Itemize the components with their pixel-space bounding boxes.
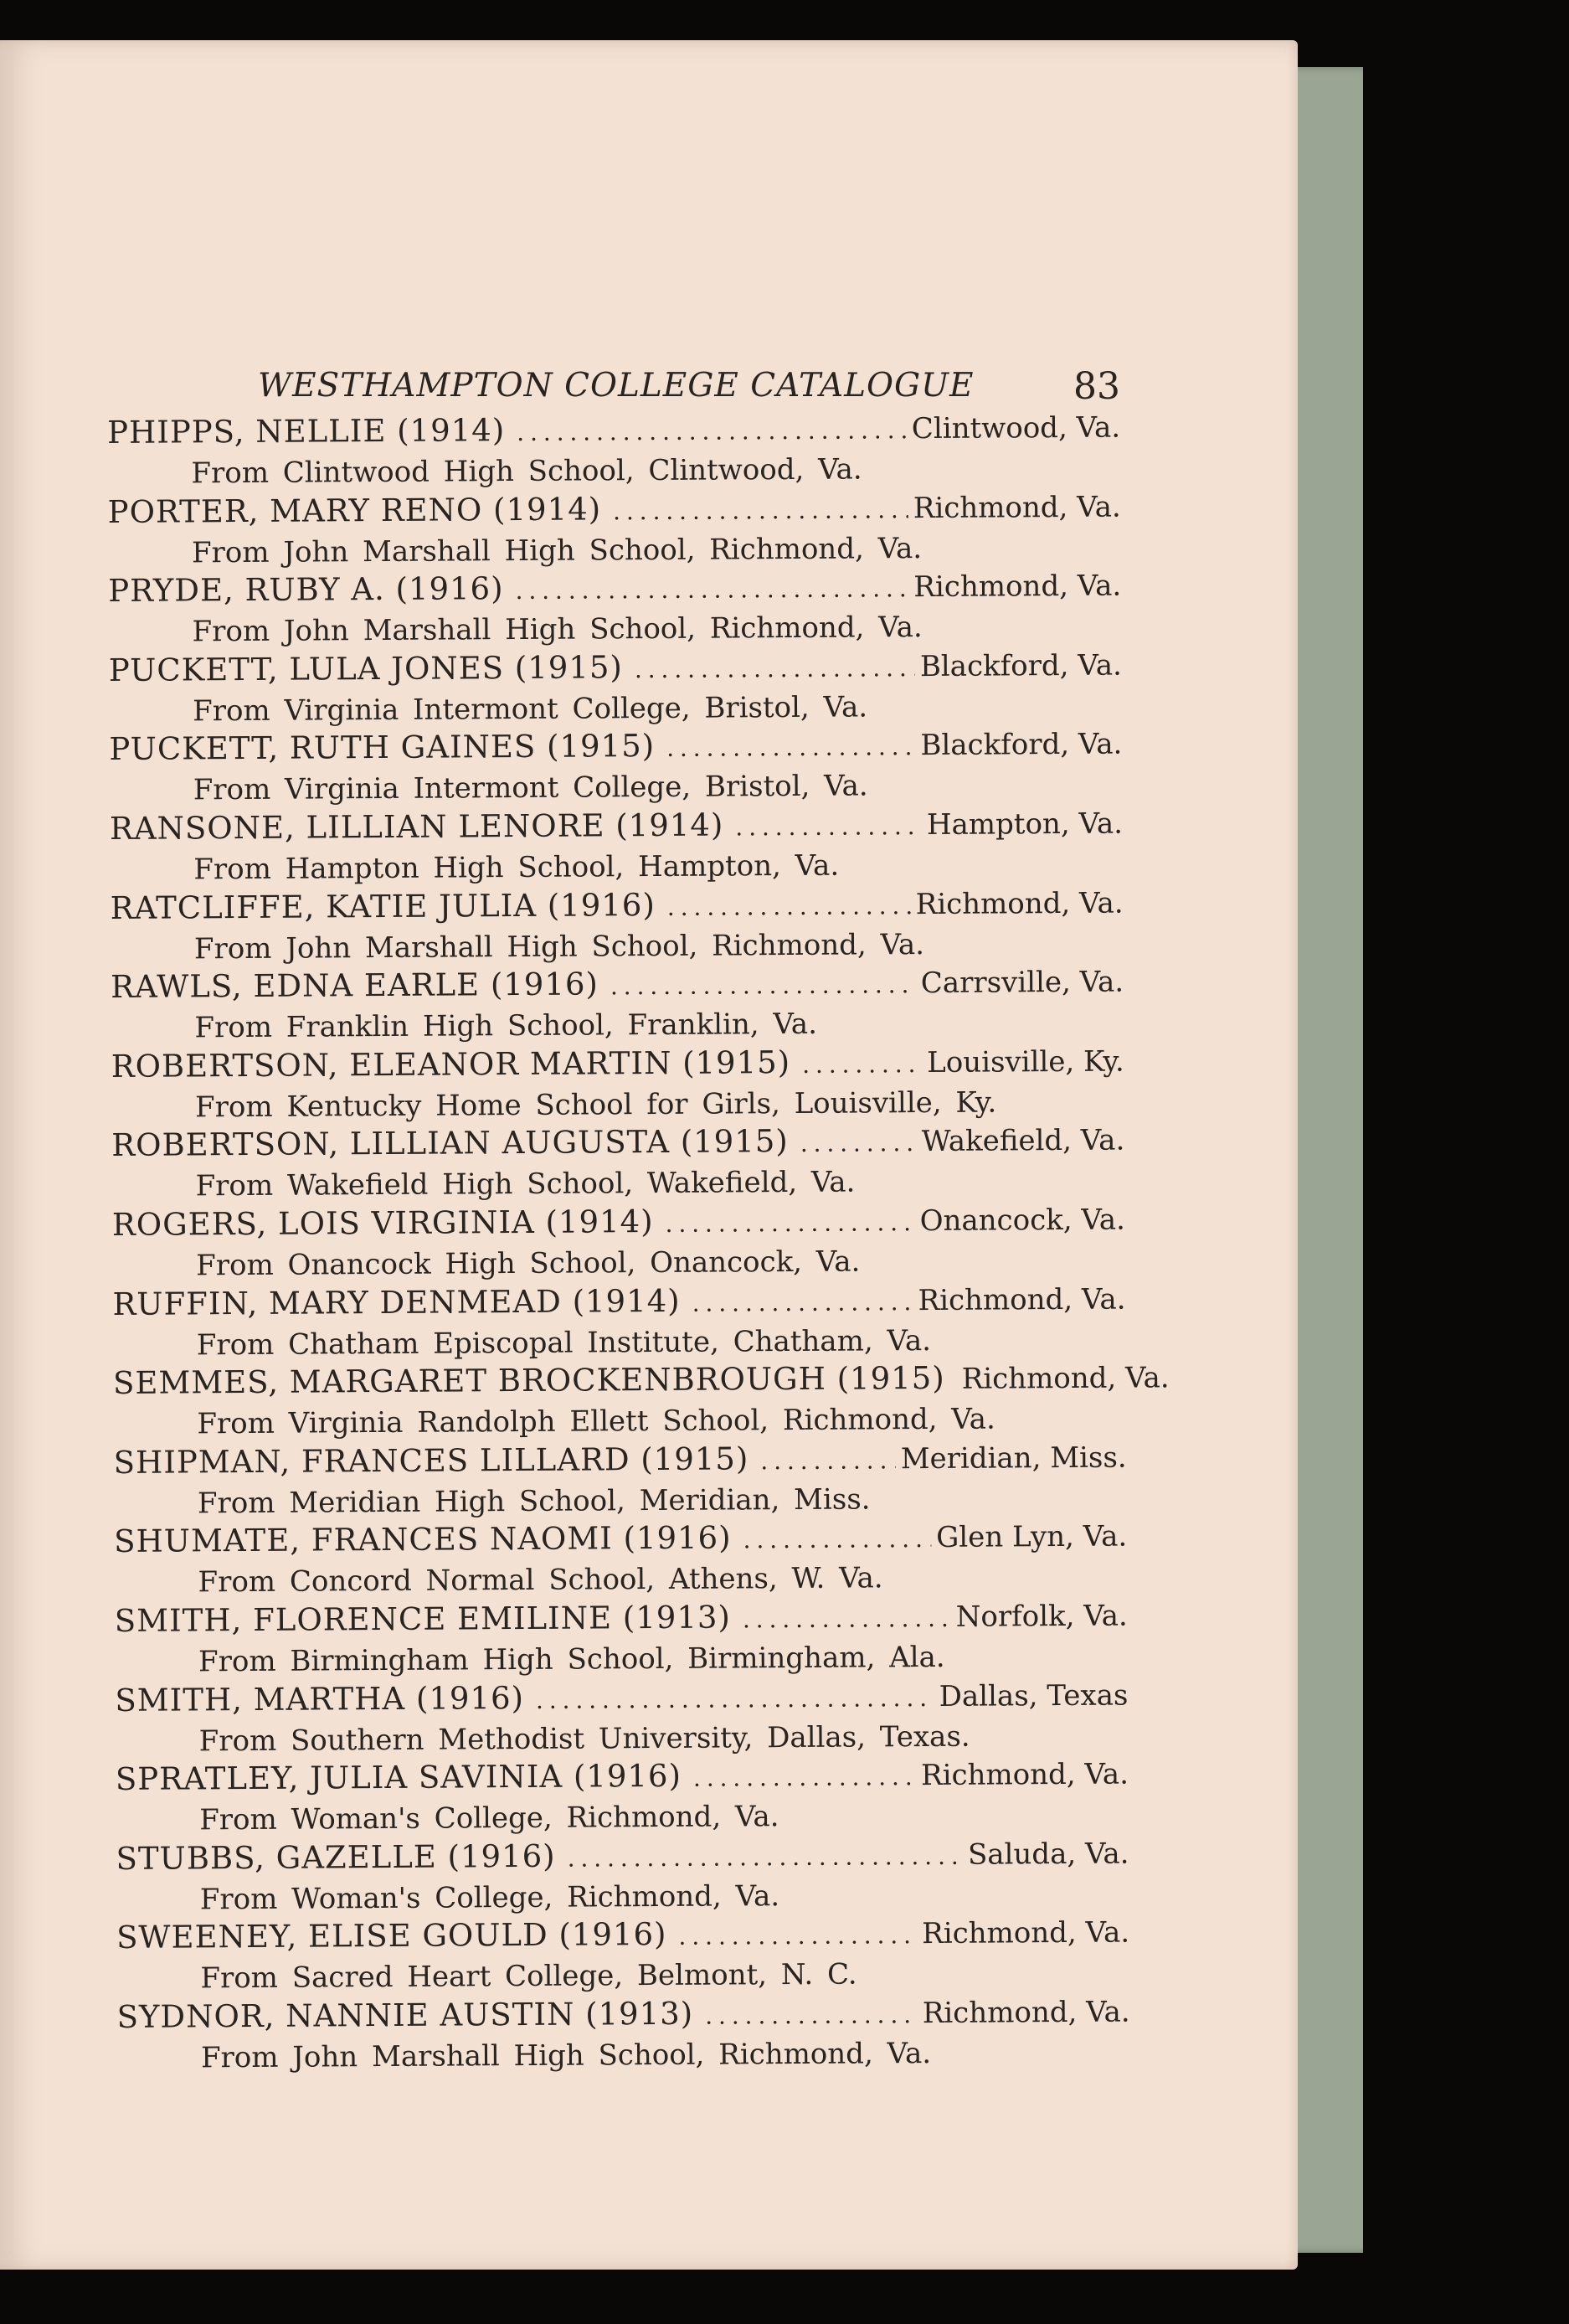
previous-school: From Woman's College, Richmond, Va.: [199, 1800, 779, 1837]
student-name: SMITH, FLORENCE EMILINE (1913): [114, 1599, 732, 1639]
dot-leader: [705, 1995, 918, 2037]
hometown: Richmond, Va.: [961, 1361, 1170, 1396]
entry-line: [116, 1912, 1129, 1961]
previous-school: From John Marshall High School, Richmond, Va.: [200, 2036, 932, 2075]
student-name: SPRATLEY, JULIA SAVINIA (1916): [115, 1757, 682, 1798]
previous-school: From Virginia Intermont College, Bristol, Va.: [193, 769, 868, 807]
student-entry: [117, 1991, 1131, 2076]
student-name: RANSONE, LILLIAN LENORE (1914): [109, 806, 724, 847]
student-name: PORTER, MARY RENO (1914): [107, 490, 602, 530]
dot-leader: [760, 1440, 896, 1481]
entry-line: [111, 1040, 1124, 1089]
dot-leader: [613, 490, 908, 532]
previous-school: From John Marshall High School, Richmond, Va.: [192, 611, 923, 649]
dot-leader: [567, 1836, 963, 1878]
hometown: Hampton, Va.: [926, 806, 1124, 842]
hometown: Glen Lyn, Va.: [936, 1519, 1128, 1555]
hometown: Richmond, Va.: [922, 1915, 1130, 1951]
previous-school: From Onancock High School, Onancock, Va.: [196, 1244, 861, 1283]
student-entry: [109, 644, 1123, 729]
hometown: Norfolk, Va.: [955, 1599, 1128, 1634]
dot-leader: [692, 1282, 913, 1324]
entry-line: [111, 1120, 1124, 1168]
student-entry: [115, 1595, 1129, 1680]
hometown: Richmond, Va.: [913, 569, 1122, 605]
entry-line: [111, 961, 1124, 1010]
page-header: [258, 325, 1120, 409]
student-name: PRYDE, RUBY A. (1916): [108, 570, 504, 610]
previous-school: From Sacred Heart College, Belmont, N. C.: [200, 1957, 857, 1996]
dot-leader: [665, 1203, 914, 1244]
hometown: Wakefield, Va.: [921, 1123, 1125, 1159]
student-name: SWEENEY, ELISE GOULD (1916): [116, 1916, 667, 1956]
entry-line: [109, 724, 1122, 772]
previous-school: From Meridian High School, Meridian, Miss.: [197, 1482, 871, 1521]
student-name: SMITH, MARTHA (1916): [115, 1679, 525, 1719]
previous-school: From John Marshall High School, Richmond, Va.: [193, 927, 925, 966]
previous-school: From Virginia Intermont College, Bristol, Va.: [193, 690, 868, 729]
dot-leader: [635, 648, 915, 690]
student-name: ROBERTSON, LILLIAN AUGUSTA (1915): [111, 1123, 789, 1164]
previous-school: From Birmingham High School, Birmingham, Ala.: [198, 1640, 945, 1679]
student-name: ROGERS, LOIS VIRGINIA (1914): [111, 1203, 654, 1243]
hometown: Richmond, Va.: [920, 1757, 1129, 1793]
student-entry: [111, 1040, 1125, 1126]
student-name: ROBERTSON, ELEANOR MARTIN (1915): [111, 1043, 791, 1085]
student-entry: [112, 1278, 1126, 1363]
previous-school: From Franklin High School, Franklin, Va.: [194, 1007, 818, 1045]
entry-line: [108, 486, 1121, 534]
student-entry: [112, 1358, 1170, 1443]
student-entry: [114, 1436, 1128, 1522]
hometown: Richmond, Va.: [915, 886, 1124, 921]
student-entry: [111, 1120, 1125, 1205]
entry-line: [107, 407, 1120, 456]
previous-school: From Kentucky Home School for Girls, Louisville, Ky.: [194, 1085, 997, 1125]
student-list: [107, 407, 1170, 2077]
hometown: Meridian, Miss.: [900, 1440, 1127, 1476]
dot-leader: [678, 1915, 917, 1957]
dot-leader: [743, 1599, 951, 1641]
previous-school: From Southern Methodist University, Dallas, Texas.: [198, 1719, 970, 1758]
hometown: Onancock, Va.: [919, 1203, 1126, 1239]
dot-leader: [800, 1123, 917, 1164]
student-entry: [107, 407, 1121, 492]
student-entry: [114, 1516, 1128, 1601]
running-title: WESTHAMPTON COLLEGE CATALOGUE: [258, 367, 975, 405]
dot-leader: [802, 1044, 922, 1085]
previous-school: From Clintwood High School, Clintwood, Va.: [191, 452, 862, 491]
previous-school: From Concord Normal School, Athens, W. Va.: [198, 1561, 883, 1600]
entry-line: [114, 1516, 1127, 1564]
page-number: 83: [1073, 365, 1120, 408]
dot-leader: [517, 410, 907, 453]
student-name: RUFFIN, MARY DENMEAD (1914): [112, 1282, 681, 1322]
dot-leader: [610, 965, 916, 1007]
student-entry: [109, 724, 1123, 809]
entry-line: [109, 644, 1122, 693]
entry-line: [114, 1436, 1127, 1485]
dot-leader: [743, 1519, 931, 1560]
entry-line: [112, 1199, 1125, 1248]
student-entry: [111, 961, 1124, 1047]
student-name: RAWLS, EDNA EARLE (1916): [111, 966, 599, 1006]
entry-line: [116, 1832, 1129, 1881]
hometown: Richmond, Va.: [918, 1282, 1126, 1317]
hometown: Carrsville, Va.: [920, 965, 1124, 1001]
hometown: Richmond, Va.: [922, 1995, 1130, 2030]
hometown: Dallas, Texas: [939, 1678, 1129, 1713]
entry-line: [110, 882, 1123, 930]
entry-line: [116, 1754, 1129, 1802]
entry-line: [115, 1674, 1128, 1723]
dot-leader: [536, 1677, 934, 1720]
dot-leader: [735, 806, 922, 848]
hometown: Clintwood, Va.: [911, 410, 1121, 446]
student-entry: [116, 1832, 1129, 1918]
previous-school: From Virginia Randolph Ellett School, Richmond, Va.: [197, 1402, 995, 1441]
entry-line: [112, 1358, 1170, 1406]
dot-leader: [515, 569, 908, 611]
previous-school: From Hampton High School, Hampton, Va.: [193, 848, 840, 887]
student-entry: [110, 882, 1124, 967]
hometown: Saluda, Va.: [967, 1837, 1129, 1872]
student-entry: [110, 803, 1124, 889]
dot-leader: [666, 727, 916, 769]
entry-line: [112, 1278, 1125, 1327]
previous-school: From John Marshall High School, Richmond, Va.: [191, 531, 923, 569]
student-entry: [108, 486, 1122, 571]
hometown: Blackford, Va.: [919, 648, 1122, 683]
entry-line: [110, 803, 1123, 852]
student-entry: [116, 1912, 1130, 1997]
student-name: SHIPMAN, FRANCES LILLARD (1915): [113, 1440, 749, 1481]
student-name: SEMMES, MARGARET BROCKENBROUGH (1915): [112, 1360, 945, 1402]
student-name: SYDNOR, NANNIE AUSTIN (1913): [116, 1995, 694, 2035]
student-name: STUBBS, GAZELLE (1916): [116, 1837, 556, 1877]
student-entry: [108, 565, 1122, 651]
student-entry: [112, 1199, 1126, 1285]
student-name: PHIPPS, NELLIE (1914): [107, 412, 506, 451]
hometown: Louisville, Ky.: [927, 1044, 1124, 1080]
previous-school: From Wakefield High School, Wakefield, Va.: [195, 1165, 856, 1203]
student-name: PUCKETT, LULA JONES (1915): [108, 649, 623, 688]
entry-line: [115, 1595, 1128, 1643]
dot-leader: [693, 1757, 916, 1799]
entry-line: [117, 1991, 1130, 2039]
student-entry: [116, 1754, 1129, 1839]
previous-school: From Chatham Episcopal Institute, Chatham, Va.: [196, 1323, 932, 1362]
student-name: PUCKETT, RUTH GAINES (1915): [109, 728, 656, 768]
student-name: SHUMATE, FRANCES NAOMI (1916): [114, 1519, 732, 1560]
hometown: Richmond, Va.: [913, 490, 1121, 525]
student-name: RATCLIFFE, KATIE JULIA (1916): [110, 886, 656, 926]
entry-line: [108, 565, 1121, 614]
dot-leader: [667, 886, 911, 928]
previous-school: From Woman's College, Richmond, Va.: [199, 1878, 780, 1917]
hometown: Blackford, Va.: [920, 727, 1123, 763]
student-entry: [115, 1674, 1129, 1760]
